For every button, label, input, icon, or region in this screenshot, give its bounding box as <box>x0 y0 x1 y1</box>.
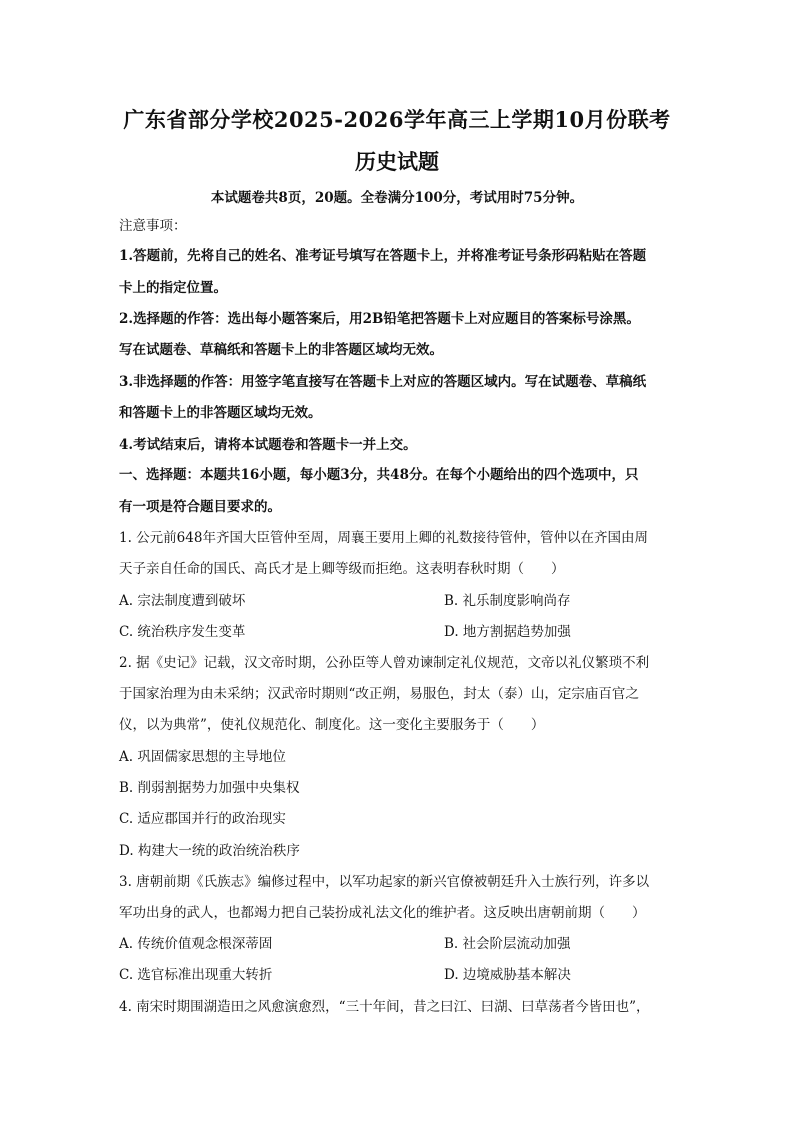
question-4-stem: 4. 南宋时期围湖造田之风愈演愈烈，“三十年间，昔之曰江、曰湖、曰草荡者今皆田也”， <box>119 999 650 1015</box>
note-line: 和答题卡上的非答题区域均无效。 <box>119 405 322 421</box>
exam-title: 广东省部分学校2025-2026学年高三上学期10月份联考 <box>123 107 671 132</box>
exam-subject: 历史试题 <box>355 149 439 174</box>
question-3-option-a: A. 传统价值观念根深蒂固 <box>119 936 273 952</box>
question-2-option-b: B. 削弱割据势力加强中央集权 <box>119 780 300 796</box>
question-2-stem: 仪，以为典常”，使礼仪规范化、制度化。这一变化主要服务于（ ） <box>119 717 545 733</box>
note-line: 1.答题前，先将自己的姓名、准考证号填写在答题卡上，并将准考证号条形码粘贴在答题 <box>119 248 647 264</box>
question-3-option-b: B. 社会阶层流动加强 <box>444 936 571 952</box>
question-2-stem: 2. 据《史记》记载，汉文帝时期，公孙臣等人曾劝谏制定礼仪规范，文帝以礼仪繁琐不利 <box>119 655 650 671</box>
question-1-option-b: B. 礼乐制度影响尚存 <box>444 593 571 609</box>
question-2-option-c: C. 适应郡国并行的政治现实 <box>119 811 286 827</box>
note-line: 4.考试结束后，请将本试题卷和答题卡一并上交。 <box>119 437 417 453</box>
question-3-stem: 3. 唐朝前期《氏族志》编修过程中，以军功起家的新兴官僚被朝廷升入士族行列，许多以 <box>119 874 650 890</box>
question-1-stem: 1. 公元前648年齐国大臣管仲至周，周襄王要用上卿的礼数接待管仲，管仲以在齐国由周 <box>119 530 648 546</box>
question-3-option-c: C. 选官标准出现重大转折 <box>119 967 273 983</box>
note-line: 卡上的指定位置。 <box>119 280 227 296</box>
question-2-option-d: D. 构建大一统的政治统治秩序 <box>119 843 300 859</box>
note-line: 3.非选择题的作答：用签字笔直接写在答题卡上对应的答题区域内。写在试题卷、草稿纸 <box>119 374 647 390</box>
note-line: 2.选择题的作答：选出每小题答案后，用2B铅笔把答题卡上对应题目的答案标号涂黑。 <box>119 311 640 327</box>
question-2-option-a: A. 巩固儒家思想的主导地位 <box>119 749 286 765</box>
notes-heading: 注意事项： <box>119 218 187 234</box>
question-1-option-c: C. 统治秩序发生变革 <box>119 624 246 640</box>
section-heading-cont: 有一项是符合题目要求的。 <box>119 499 281 515</box>
note-line: 写在试题卷、草稿纸和答题卡上的非答题区域均无效。 <box>119 342 443 358</box>
question-1-option-d: D. 地方割据趋势加强 <box>444 624 571 640</box>
exam-info: 本试题卷共8页，20题。全卷满分100分，考试用时75分钟。 <box>210 190 584 206</box>
question-1-option-a: A. 宗法制度遭到破坏 <box>119 593 246 609</box>
question-3-stem: 军功出身的武人，也都竭力把自己装扮成礼法文化的维护者。这反映出唐朝前期（ ） <box>119 905 646 921</box>
question-1-stem: 天子亲自任命的国氏、高氏才是上卿等级而拒绝。这表明春秋时期（ ） <box>119 561 565 577</box>
question-3-option-d: D. 边境威胁基本解决 <box>444 967 571 983</box>
section-heading: 一、选择题：本题共16小题，每小题3分，共48分。在每个小题给出的四个选项中，只 <box>119 467 639 483</box>
question-2-stem: 于国家治理为由未采纳；汉武帝时期则“改正朔，易服色，封太（泰）山，定宗庙百官之 <box>119 686 639 702</box>
